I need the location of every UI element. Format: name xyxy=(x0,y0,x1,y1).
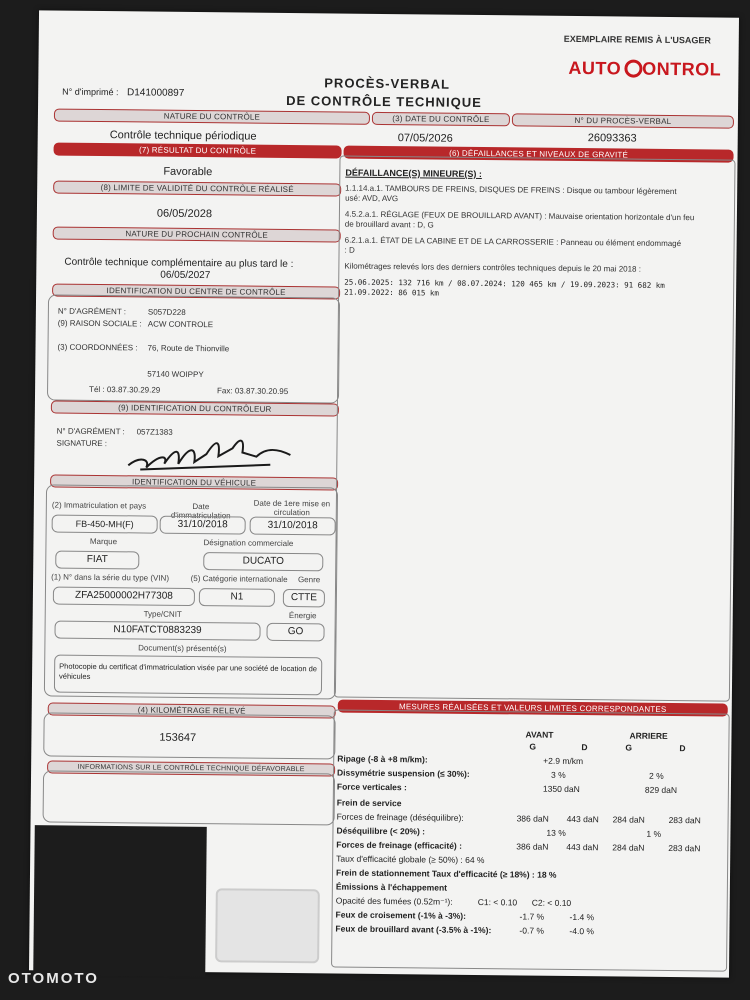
type-label: Type/CNIT xyxy=(143,609,182,619)
ffe-avant-g: 386 daN xyxy=(516,841,549,852)
ffd-label: Forces de freinage (déséquilibre): xyxy=(336,811,464,823)
centre-header: IDENTIFICATION DU CENTRE DE CONTRÔLE xyxy=(52,284,340,300)
limite-value: 06/05/2028 xyxy=(156,207,213,221)
categorie-label: (5) Catégorie internationale xyxy=(190,573,288,584)
coord-label: (3) COORDONNÉES : xyxy=(57,342,138,353)
km-header: (4) KILOMÉTRAGE RELEVÉ xyxy=(48,702,336,718)
arriere-g-label: G xyxy=(625,742,633,753)
date-controle-value: 07/05/2026 xyxy=(397,132,453,145)
imprime-row xyxy=(62,87,184,99)
defaillances-title: DÉFAILLANCE(S) MINEURE(S) : xyxy=(345,167,482,180)
coord-line1: 76, Route de Thionville xyxy=(147,343,230,354)
raison-label: (9) RAISON SOCIALE : xyxy=(57,318,142,329)
date-mise-value: 31/10/2018 xyxy=(250,517,336,536)
avant-label: AVANT xyxy=(525,729,554,740)
stationnement: Frein de stationnement Taux d'efficacité (≥ 18%) : 18 % xyxy=(335,867,557,880)
genre-label: Genre xyxy=(297,575,321,585)
pv-value: 26093363 xyxy=(587,132,637,145)
vehicule-header: IDENTIFICATION DU VÉHICULE xyxy=(50,475,338,491)
documents-value: Photocopie du certificat d'immatriculation visée par une société de location de véhicules xyxy=(59,661,318,681)
emissions-label: Émissions à l'échappement xyxy=(335,881,448,893)
arriere-d-label: D xyxy=(679,743,686,754)
deseq-arriere: 1 % xyxy=(646,828,662,839)
prochain-header: NATURE DU PROCHAIN CONTRÔLE xyxy=(53,227,341,243)
tel-value: Tél : 03.87.30.29.29 xyxy=(89,384,161,395)
imprime-label: N° d'imprimé : xyxy=(62,86,119,98)
documents-label: Document(s) présenté(s) xyxy=(138,643,227,654)
km-history-title: Kilométrages relevés lors des derniers contrôles techniques depuis le 20 mai 2018 : xyxy=(344,261,642,274)
genre-value: CTTE xyxy=(283,589,325,607)
documents-box xyxy=(54,655,322,696)
agrement-value: S057D228 xyxy=(147,307,186,317)
ffd-arriere-d: 283 daN xyxy=(668,814,701,826)
croisement-g: -1.7 % xyxy=(519,911,545,922)
dissym-avant: 3 % xyxy=(551,769,566,780)
force-vert-label: Force verticales : xyxy=(336,781,407,793)
vin-value: ZFA25000002H77308 xyxy=(53,587,195,606)
autocontrol-logo xyxy=(568,58,721,81)
signature-image xyxy=(120,425,311,477)
energie-value: GO xyxy=(266,623,324,642)
opacite-c1: C1: < 0.10 xyxy=(477,897,518,908)
fax-value: Fax: 03.87.30.20.95 xyxy=(217,386,289,396)
defavorable-box xyxy=(43,770,336,825)
dissym-label: Dissymétrie suspension (≤ 30%): xyxy=(337,767,470,779)
dissym-arriere: 2 % xyxy=(649,770,664,781)
defavorable-header: INFORMATIONS SUR LE CONTRÔLE TECHNIQUE DÉFAVORABLE xyxy=(47,760,335,776)
resultat-value: Favorable xyxy=(163,165,213,179)
title-line2: DE CONTRÔLE TECHNIQUE xyxy=(286,92,482,111)
energie-label: Énergie xyxy=(288,611,317,621)
mesures-header: MESURES RÉALISÉES ET VALEURS LIMITES CORRESPONDANTES xyxy=(338,700,728,717)
brouillard-d: -4.0 % xyxy=(569,925,595,937)
pv-header: N° DU PROCÈS-VERBAL xyxy=(512,113,734,128)
type-value: N10FATCT0883239 xyxy=(54,621,260,641)
arriere-label: ARRIERE xyxy=(629,730,668,741)
controleur-header: (9) IDENTIFICATION DU CONTRÔLEUR xyxy=(51,401,339,417)
ffd-arriere-g: 284 daN xyxy=(612,814,645,825)
nature-value: Contrôle technique périodique xyxy=(109,129,257,143)
km-value: 153647 xyxy=(159,731,197,745)
limite-header: (8) LIMITE DE VALIDITÉ DU CONTRÔLE RÉALISÉ xyxy=(53,181,341,197)
croisement-d: -1.4 % xyxy=(569,911,595,923)
nature-header: NATURE DU CONTRÔLE xyxy=(54,109,370,125)
date-immat-label: Date d'immatriculation xyxy=(170,501,231,521)
deseq-label: Déséquilibre (< 20%) : xyxy=(336,825,426,837)
immat-label: (2) Immatriculation et pays xyxy=(51,500,147,511)
date-mise-label: Date de 1ere mise en circulation xyxy=(253,498,331,518)
ffe-avant-d: 443 daN xyxy=(566,841,599,853)
ripage-label: Ripage (-8 à +8 m/km): xyxy=(337,753,428,765)
logo-text-auto: AUTO xyxy=(568,57,622,79)
ffe-arriere-g: 284 daN xyxy=(612,842,645,853)
exemplaire-label: EXEMPLAIRE REMIS À L'USAGER xyxy=(563,33,711,46)
title-line1: PROCÈS-VERBAL xyxy=(324,75,451,92)
frein-service-label: Frein de service xyxy=(336,797,402,809)
km-history-line2: 21.09.2022: 86 015 km xyxy=(344,287,439,298)
marque-value: FIAT xyxy=(55,551,139,570)
raison-value: ACW CONTROLE xyxy=(147,319,214,330)
hologram-sticker xyxy=(215,888,320,963)
ctrl-agrement-label: N° D'AGRÉMENT : xyxy=(56,426,125,437)
logo-text-ontrol: ONTROL xyxy=(642,58,722,80)
km-history-line1: 25.06.2025: 132 716 km / 08.07.2024: 120 465 km / 19.09.2023: 91 682 km xyxy=(344,277,665,290)
prochain-value-1: Contrôle technique complémentaire au plus tard le : xyxy=(64,256,294,271)
taux-global: Taux d'efficacité globale (≥ 50%) : 64 % xyxy=(336,853,485,866)
deseq-avant: 13 % xyxy=(546,827,566,838)
defaillances-header: (6) DÉFAILLANCES ET NIVEAUX DE GRAVITÉ xyxy=(344,146,734,163)
designation-value: DUCATO xyxy=(203,552,323,571)
signature-label: SIGNATURE : xyxy=(56,438,108,449)
ripage-value: +2.9 m/km xyxy=(543,755,584,767)
vin-label: (1) N° dans la série du type (VIN) xyxy=(51,572,170,583)
immat-value: FB-450-MH(F) xyxy=(52,515,158,534)
defaillance-item-1: 1.1.14.a.1. TAMBOURS DE FREINS, DISQUES DE FREINS : Disque ou tambour légèrement usé: AVD, AVG xyxy=(345,183,677,204)
force-vert-avant: 1350 daN xyxy=(542,783,580,795)
ffd-avant-d: 443 daN xyxy=(566,813,599,825)
agrement-label: N° D'AGRÉMENT : xyxy=(57,306,127,317)
date-immat-value: 31/10/2018 xyxy=(160,516,246,535)
marque-label: Marque xyxy=(89,536,118,547)
croisement-label: Feux de croisement (-1% à -3%): xyxy=(335,909,467,921)
force-vert-arriere: 829 daN xyxy=(644,784,678,796)
ffe-arriere-d: 283 daN xyxy=(668,842,701,854)
opacite-c2: C2: < 0.10 xyxy=(531,897,572,908)
background-cutout xyxy=(33,825,207,977)
ctrl-agrement-value: 057Z1383 xyxy=(136,427,173,437)
ffd-avant-g: 386 daN xyxy=(516,813,549,824)
avant-g-label: G xyxy=(529,741,537,752)
categorie-value: N1 xyxy=(199,588,275,607)
imprime-value: D141000897 xyxy=(126,87,185,99)
opacite-label: Opacité des fumées (0.52m⁻¹): xyxy=(335,895,453,907)
otomoto-watermark: OTOMOTO xyxy=(8,970,99,987)
brouillard-g: -0.7 % xyxy=(519,925,545,936)
prochain-value-2: 06/05/2027 xyxy=(160,269,211,282)
brouillard-label: Feux de brouillard avant (-3.5% à -1%): xyxy=(335,923,492,936)
coord-line2: 57140 WOIPPY xyxy=(147,369,204,380)
designation-label: Désignation commerciale xyxy=(203,538,294,549)
defaillance-item-3: 6.2.1.a.1. ÉTAT DE LA CABINE ET DE LA CARROSSERIE : Panneau ou élément endommagé : D xyxy=(344,235,682,255)
avant-d-label: D xyxy=(581,742,588,753)
date-controle-header: (3) DATE DU CONTRÔLE xyxy=(372,112,510,126)
resultat-header: (7) RÉSULTAT DU CONTRÔLE xyxy=(54,143,342,159)
ffe-label: Forces de freinage (efficacité) : xyxy=(336,839,463,851)
logo-c-circle-icon xyxy=(624,59,642,77)
defaillance-item-2: 4.5.2.a.1. RÉGLAGE (FEUX DE BROUILLARD AVANT) : Mauvaise orientation horizontale d'un feu de brouillard avant : D, G xyxy=(344,209,695,230)
